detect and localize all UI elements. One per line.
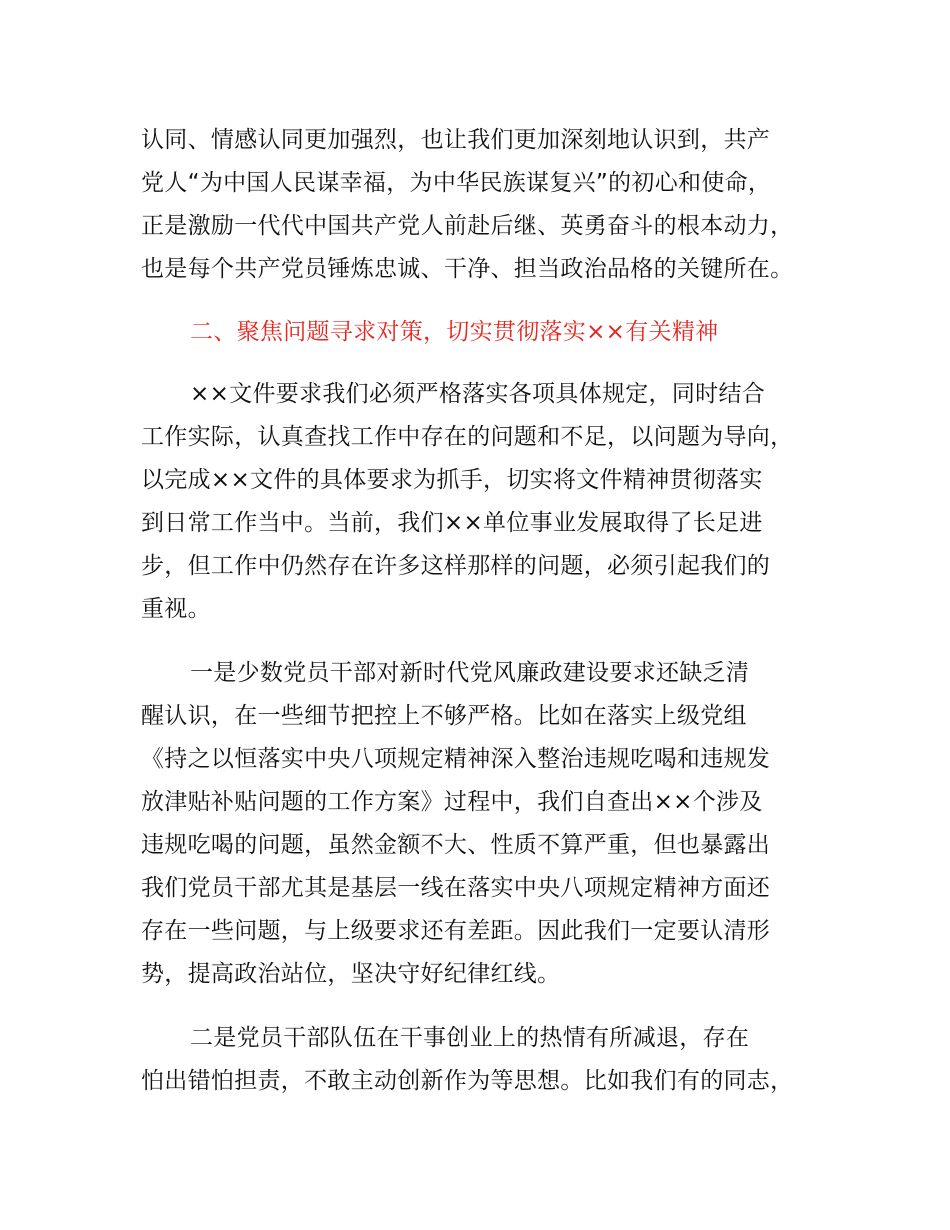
text-line: 《持之以恒落实中央八项规定精神深入整治违规吃喝和违规发: [141, 746, 771, 772]
text-line: 认同、情感认同更加强烈，也让我们更加深刻地认识到，共产: [141, 127, 771, 153]
text-line: 怕出错怕担责，不敢主动创新作为等思想。比如我们有的同志，: [141, 1068, 794, 1094]
text-line: 二是党员干部队伍在干事创业上的热情有所减退，存在: [190, 1025, 750, 1051]
text-line: 放津贴补贴问题的工作方案》过程中，我们自查出××个涉及: [141, 789, 763, 815]
text-line: 党人“为中国人民谋幸福，为中华民族谋复兴”的初心和使命，: [141, 170, 772, 196]
text-line: 工作实际，认真查找工作中存在的问题和不足，以问题为导向，: [141, 424, 794, 450]
text-line: 违规吃喝的问题，虽然金额不大、性质不算严重，但也暴露出: [141, 832, 771, 858]
text-line: 重视。: [141, 596, 211, 622]
text-line: 到日常工作当中。当前，我们××单位事业发展取得了长足进: [141, 510, 763, 536]
text-line: 步，但工作中仍然存在许多这样那样的问题，必须引起我们的: [141, 553, 771, 579]
text-line: 以完成××文件的具体要求为抓手，切实将文件精神贯彻落实: [141, 467, 763, 493]
text-line: ××文件要求我们必须严格落实各项具体规定，同时结合: [190, 381, 766, 407]
text-line: 我们党员干部尤其是基层一线在落实中央八项规定精神方面还: [141, 875, 771, 901]
text-line: 正是激励一代代中国共产党人前赴后继、英勇奋斗的根本动力，: [141, 213, 794, 239]
text-line: 势，提高政治站位，坚决守好纪律红线。: [141, 961, 561, 987]
text-line: 醒认识，在一些细节把控上不够严格。比如在落实上级党组: [141, 703, 747, 729]
section-heading: 二、聚焦问题寻求对策，切实贯彻落实××有关精神: [190, 319, 719, 345]
text-line: 也是每个共产党员锤炼忠诚、干净、担当政治品格的关键所在。: [141, 256, 794, 282]
text-line: 存在一些问题，与上级要求还有差距。因此我们一定要认清形: [141, 918, 771, 944]
text-line: 一是少数党员干部对新时代党风廉政建设要求还缺乏清: [190, 660, 750, 686]
